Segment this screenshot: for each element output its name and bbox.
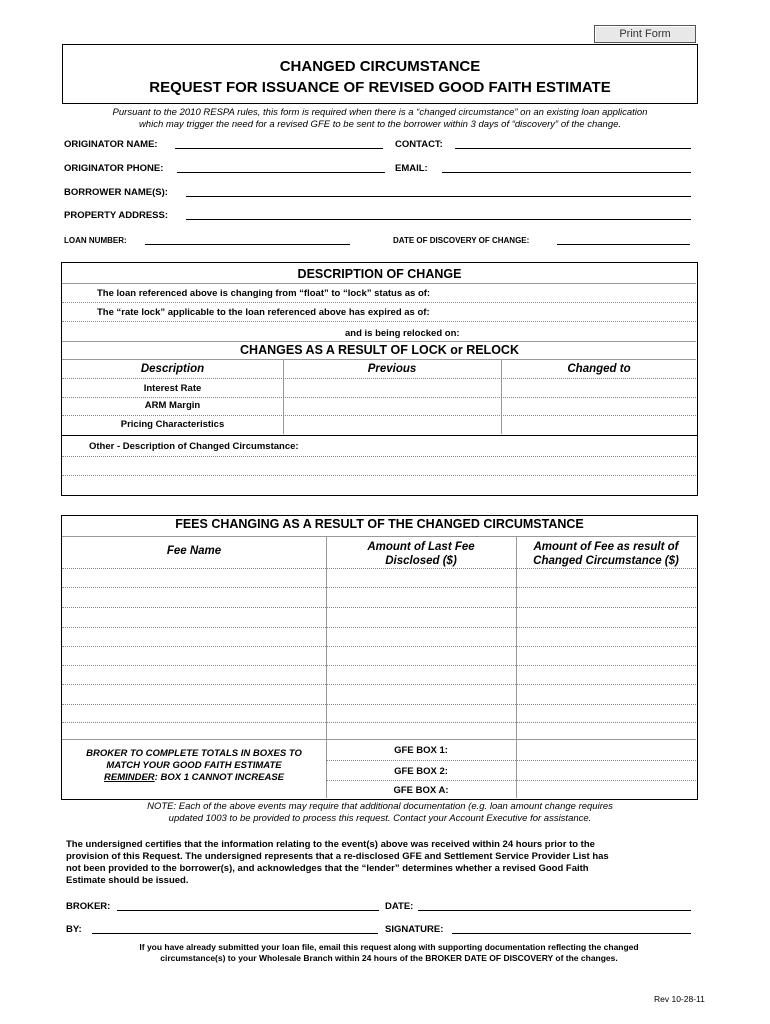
certification-text: The undersigned certifies that the information relating to the event(s) above was received within 24 hours prior to the provision of this Request. The undersigned represents that a re-disclosed GFE and Settlement Service Provider List has not been provided to the borrower(s), and acknowledges that the “lender” determines whether a revised Good Faith Estimate should be issued.	[66, 839, 609, 886]
divider	[62, 397, 696, 398]
col-divider	[326, 536, 327, 739]
fee-row-line	[62, 684, 696, 685]
row-interest-rate: Interest Rate	[143, 383, 202, 394]
borrower-names-field[interactable]	[186, 196, 691, 197]
broker-field[interactable]	[117, 910, 379, 911]
lock-relock-heading: CHANGES AS A RESULT OF LOCK or RELOCK	[240, 343, 519, 357]
broker-label: BROKER:	[66, 901, 111, 912]
footer-instructions: If you have already submitted your loan file, email this request along with supporting documentation reflecting the changed circumstance(s) to your Wholesale Branch within 24 hours of the BROKER DATE OF DISCOVERY of the changes.	[139, 942, 639, 963]
by-label: BY:	[66, 924, 82, 935]
by-field[interactable]	[92, 933, 378, 934]
divider	[62, 415, 696, 416]
revision-label: Rev 10-28-11	[654, 994, 705, 1004]
signature-field[interactable]	[452, 933, 691, 934]
fees-heading: FEES CHANGING AS A RESULT OF THE CHANGED CIRCUMSTANCE	[175, 517, 584, 531]
loan-number-label: LOAN NUMBER:	[64, 236, 127, 245]
date-label: DATE:	[385, 901, 414, 912]
divider	[62, 475, 696, 476]
col-fee-result: Amount of Fee as result of Changed Circumstance ($)	[533, 541, 679, 567]
relocked-on-label: and is being relocked on:	[345, 328, 460, 339]
broker-totals-instructions: BROKER TO COMPLETE TOTALS IN BOXES TO MATCH YOUR GOOD FAITH ESTIMATE REMINDER: BOX 1 CANNOT INCREASE	[86, 748, 302, 783]
fee-row-line	[62, 607, 696, 608]
email-label: EMAIL:	[395, 163, 428, 174]
fee-row-line	[62, 722, 696, 723]
loan-number-field[interactable]	[145, 244, 350, 245]
divider	[62, 739, 696, 740]
property-address-label: PROPERTY ADDRESS:	[64, 210, 168, 221]
divider	[62, 302, 696, 303]
divider	[326, 780, 696, 781]
contact-field[interactable]	[455, 148, 691, 149]
divider	[326, 760, 696, 761]
rate-lock-expired-label: The “rate lock” applicable to the loan referenced above has expired as of:	[97, 307, 430, 318]
float-to-lock-label: The loan referenced above is changing from “float” to “lock” status as of:	[97, 288, 431, 299]
form-title-line1: CHANGED CIRCUMSTANCE	[279, 58, 481, 75]
form-title-line2: REQUEST FOR ISSUANCE OF REVISED GOOD FAITH ESTIMATE	[149, 79, 611, 96]
divider	[62, 536, 696, 537]
col-divider	[516, 536, 517, 739]
fee-row-line	[62, 568, 696, 569]
date-field[interactable]	[418, 910, 691, 911]
col-changed-to: Changed to	[567, 363, 631, 375]
divider	[62, 341, 696, 342]
col-description: Description	[140, 363, 205, 375]
row-pricing-characteristics: Pricing Characteristics	[120, 419, 225, 430]
originator-name-label: ORIGINATOR NAME:	[64, 139, 158, 150]
fee-row-line	[62, 587, 696, 588]
contact-label: CONTACT:	[395, 139, 443, 150]
originator-name-field[interactable]	[175, 148, 383, 149]
originator-phone-label: ORIGINATOR PHONE:	[64, 163, 164, 174]
fee-row-line	[62, 665, 696, 666]
divider	[62, 456, 696, 457]
borrower-names-label: BORROWER NAME(S):	[64, 187, 168, 198]
fee-row-line	[62, 646, 696, 647]
note-text: NOTE: Each of the above events may require that additional documentation (e.g. loan amount change requires updated 1003 to be provided to process this request. Contact your Account Executive for assistance.	[147, 801, 613, 824]
divider	[62, 378, 696, 379]
divider	[62, 283, 696, 284]
divider	[62, 321, 696, 322]
fee-row-line	[62, 704, 696, 705]
gfe-box-1-label: GFE BOX 1:	[394, 745, 448, 756]
gfe-box-2-label: GFE BOX 2:	[394, 766, 448, 777]
email-field[interactable]	[442, 172, 691, 173]
row-arm-margin: ARM Margin	[144, 400, 201, 411]
date-of-discovery-label: DATE OF DISCOVERY OF CHANGE:	[393, 236, 530, 245]
gfe-box-a-label: GFE BOX A:	[393, 785, 449, 796]
print-form-button[interactable]: Print Form	[594, 25, 696, 43]
col-previous: Previous	[367, 363, 417, 375]
property-address-field[interactable]	[186, 219, 691, 220]
other-description-label: Other - Description of Changed Circumstance:	[89, 441, 299, 452]
col-last-fee: Amount of Last Fee Disclosed ($)	[367, 541, 475, 567]
col-divider	[516, 739, 517, 798]
signature-label: SIGNATURE:	[385, 924, 444, 935]
divider	[62, 359, 696, 360]
fee-row-line	[62, 627, 696, 628]
intro-text: Pursuant to the 2010 RESPA rules, this form is required when there is a “changed circumstance” on an existing loan application which may trigger the need for a revised GFE to be sent to the borrower within 3 days of “discovery” of the change.	[112, 107, 648, 130]
originator-phone-field[interactable]	[177, 172, 385, 173]
description-of-change-heading: DESCRIPTION OF CHANGE	[297, 267, 462, 281]
col-fee-name: Fee Name	[166, 545, 222, 557]
date-of-discovery-field[interactable]	[557, 244, 690, 245]
reminder-label: REMINDER	[104, 772, 155, 783]
